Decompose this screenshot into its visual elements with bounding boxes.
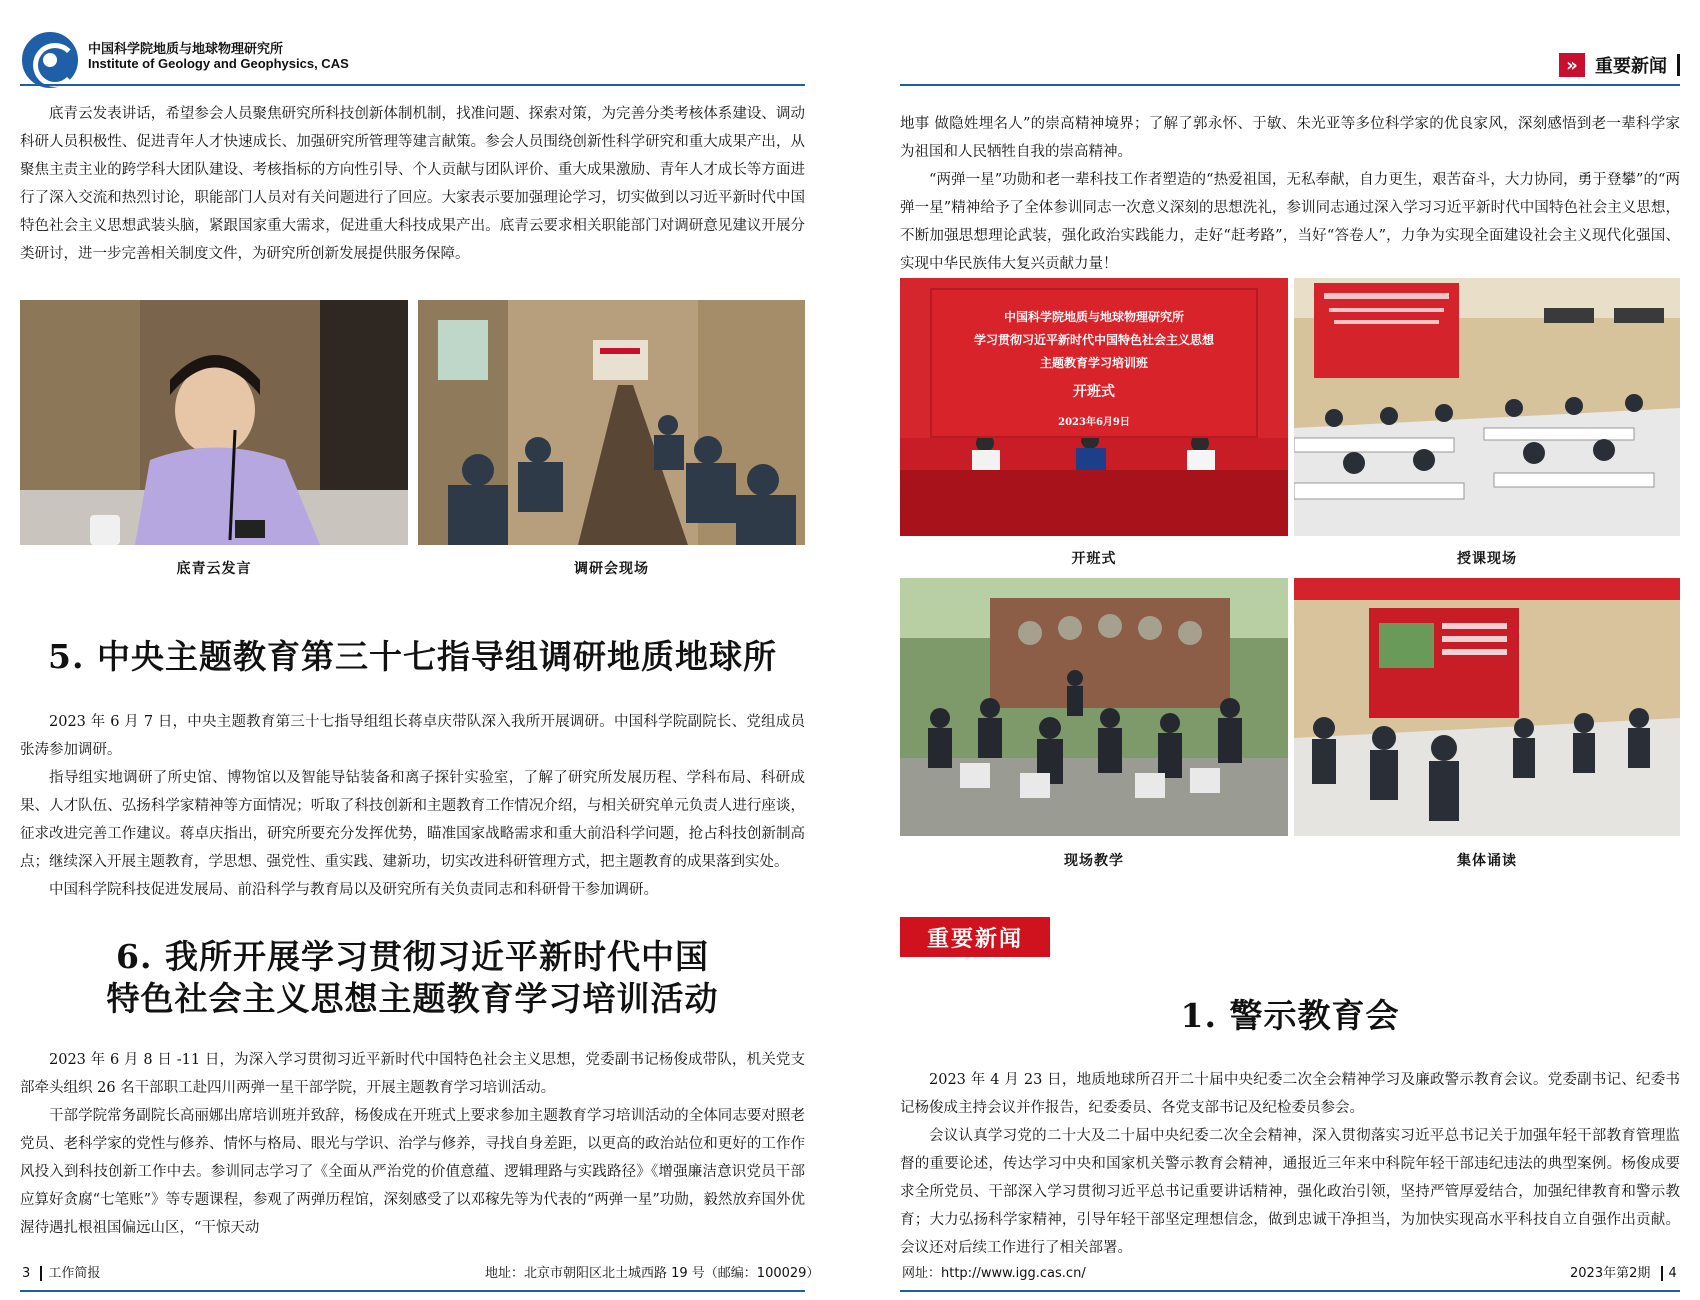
caption-field-teaching: 现场教学 <box>1064 853 1124 869</box>
photo-opening-ceremony <box>900 278 1288 536</box>
section1-paragraph-2: 会议认真学习党的二十大及二十届中央纪委二次全会精神，深入贯彻落实习近平总书记关于加强年轻干部教育管理监督的重要论述，传达学习中央和国家机关警示教育会精神，通报近三年来中科院年轻干部违纪违法的典型案例。杨俊成要求全所党员、干部深入学习贯彻习近平总书记重要讲话精神，强化政治引领，坚持严管厚爱结合，加强纪律教育和警示教育；大力弘扬科学家精神，引导年轻干部坚定理想信念，做到忠诚干净担当，为加快实现高水平科技自立自强作出贡献。会议还对后续工作进行了相关部署。 <box>900 1128 1680 1256</box>
caption-opening-ceremony: 开班式 <box>1071 551 1117 567</box>
screen-line-1: 中国科学院地质与地球物理研究所 <box>1003 310 1184 324</box>
section-header <box>1559 52 1680 78</box>
footer-address: 地址：北京市朝阳区北土城西路 19 号（邮编：100029） <box>485 1266 820 1281</box>
caption-group-recitation: 集体诵读 <box>1457 853 1517 869</box>
footer-label: 工作简报 <box>48 1266 101 1281</box>
left-page <box>0 0 820 1300</box>
continued-paragraph: 地事 做隐姓埋名人”的崇高精神境界；了解了郭永怀、于敏、朱光亚等多位科学家的优良家风，深刻感悟到老一辈科学家为祖国和人民牺牲自我的崇高精神。 <box>900 116 1680 160</box>
section6-paragraph-2: 干部学院常务副院长高丽娜出席培训班并致辞，杨俊成在开班式上要求参加主题教育学习培训活动的全体同志要对照老党员、老科学家的党性与修养、情怀与格局、眼光与学识、治学与修养，寻找自身差距，以更高的政治站位和更好的工作作风投入到科技创新工作中去。参训同志学习了《全面从严治党的价值意蕴、逻辑理路与实践路径》《增强廉洁意识党员干部应算好贪腐“七笔账”》等专题课程，参观了两弹历程馆，深刻感受了以邓稼先等为代表的“两弹一星”功勋，毅然放弃国外优渥待遇扎根祖国偏远山区，“干惊天动 <box>20 1108 805 1236</box>
section5-paragraph-3: 中国科学院科技促进发展局、前沿科学与教育局以及研究所有关负责同志和科研骨干参加调研。 <box>49 882 658 898</box>
section1-paragraph-1: 2023 年 4 月 23 日，地质地球所召开二十届中央纪委二次全会精神学习及廉政警示教育会议。党委副书记、纪委书记杨俊成主持会议并作报告，纪委委员、各党支部书记及纪检委员参会。 <box>900 1072 1680 1116</box>
footer-left <box>22 1262 100 1281</box>
screen-line-2: 学习贯彻习近平新时代中国特色社会主义思想 <box>973 333 1214 347</box>
section6-paragraph-1: 2023 年 6 月 8 日 -11 日，为深入学习贯彻习近平新时代中国特色社会主义思想，党委副书记杨俊成带队，机关党支部牵头组织 26 名干部职工赴四川两弹一星干部学院，开展主题教育学习培训活动。 <box>20 1052 805 1096</box>
intro-paragraph: 底青云发表讲话，希望参会人员聚焦研究所科技创新体制机制，找准问题、探索对策，为完善分类考核体系建设、调动科研人员积极性、促进青年人才快速成长、加强研究所管理等建言献策。参会人员围绕创新性科学研究和重大成果产出，从聚焦主责主业的跨学科大团队建设、考核指标的方向性引导、个人贡献与团队评价、重大成果激励、青年人才成长等方面进行了深入交流和热烈讨论，职能部门人员对有关问题进行了回应。大家表示要加强理论学习，切实做到以习近平新时代中国特色社会主义思想武装头脑，紧跟国家重大需求，促进重大科技成果产出。底青云要求相关职能部门对调研意见建议开展分类研讨，进一步完善相关制度文件，为研究所创新发展提供服务保障。 <box>20 106 805 262</box>
institute-name-en: Institute of Geology and Geophysics, CAS <box>88 56 349 71</box>
section1-heading: 1. 警示教育会 <box>1180 996 1400 1035</box>
photo-lecture <box>1294 278 1680 536</box>
caption-meeting: 调研会现场 <box>574 561 649 577</box>
right-page <box>890 0 1700 1300</box>
photo-speaker <box>20 300 408 545</box>
section-header-bar <box>1677 54 1680 76</box>
photo-field-teaching <box>900 578 1288 836</box>
screen-line-4: 开班式 <box>1073 384 1115 400</box>
section5-paragraph-1: 2023 年 6 月 7 日，中央主题教育第三十七指导组组长蒋卓庆带队深入我所开展调研。中国科学院副院长、党组成员张涛参加调研。 <box>20 714 805 758</box>
section6-heading: 6. 我所开展学习贯彻习近平新时代中国特色社会主义思想主题教育学习培训活动 <box>106 937 719 1018</box>
footer-page-number-right: 4 <box>1668 1266 1677 1281</box>
photo-group-recitation <box>1294 578 1680 836</box>
caption-speaker: 底青云发言 <box>176 561 252 577</box>
spirit-paragraph: “两弹一星”功勋和老一辈科技工作者塑造的“热爱祖国，无私奉献，自力更生，艰苦奋斗，大力协同，勇于登攀”的“两弹一星”精神给予了全体参训同志一次意义深刻的思想洗礼，参训同志通过深入学习习近平新时代中国特色社会主义思想，不断加强思想理论武装，强化政治实践能力，走好“赶考路”，当好“答卷人”，力争为实现全面建设社会主义现代化强国、实现中华民族伟大复兴贡献力量！ <box>900 172 1680 272</box>
screen-line-3: 主题教育学习培训班 <box>1039 356 1148 370</box>
header-rule <box>20 84 805 86</box>
photo-meeting <box>418 300 805 545</box>
section5-heading: 5. 中央主题教育第三十七指导组调研地质地球所 <box>48 637 777 676</box>
footer-page-number: 3 <box>22 1266 31 1281</box>
banner-screen <box>930 288 1258 438</box>
footer-url: 网址：http://www.igg.cas.cn/ <box>902 1266 1086 1281</box>
footer-issue: 2023年第2期 <box>1570 1266 1651 1281</box>
section-header-label: 重要新闻 <box>1595 56 1667 77</box>
section5-paragraph-2: 指导组实地调研了所史馆、博物馆以及智能导钻装备和离子探针实验室，了解了研究所发展历程、学科布局、科研成果、人才队伍、弘扬科学家精神等方面情况；听取了科技创新和主题教育工作情况介绍，与相关研究单元负责人进行座谈，征求改进完善工作建议。蒋卓庆指出，研究所要充分发挥优势，瞄准国家战略需求和重大前沿科学问题，抢占科技创新制高点；继续深入开展主题教育，学思想、强党性、重实践、建新功，切实改进科研管理方式，把主题教育的成果落到实处。 <box>20 770 805 870</box>
screen-line-5: 2023年6月9日 <box>1058 417 1130 428</box>
footer-right <box>1570 1262 1677 1281</box>
caption-lecture: 授课现场 <box>1457 551 1517 567</box>
header-rule-right <box>900 84 1680 86</box>
footer-rule-right <box>900 1290 1680 1292</box>
institute-name-cn: 中国科学院地质与地球物理研究所 <box>88 42 284 57</box>
footer-rule <box>20 1290 805 1292</box>
news-section-tag: 重要新闻 <box>900 917 1050 957</box>
institute-logo-icon <box>22 32 78 88</box>
chevron-right-icon: » <box>1559 53 1585 77</box>
page-gutter <box>820 0 890 1300</box>
